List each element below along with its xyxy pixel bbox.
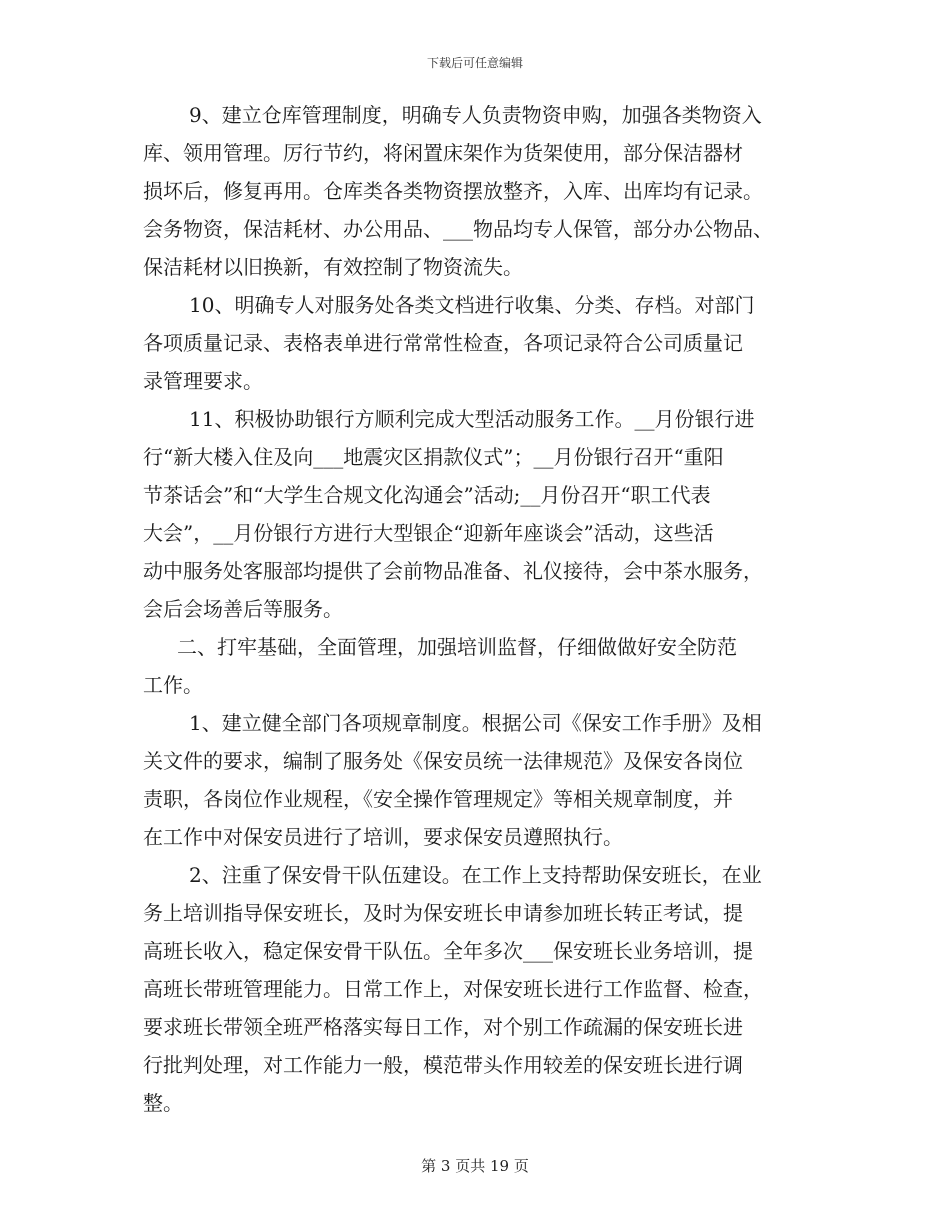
text-line: 务上培训指导保安班长，及时为保安班长申请参加班长转正考试，提 — [143, 901, 743, 925]
text-line: 1、建立健全部门各项规章制度。根据公司《保安工作手册》及相 — [189, 711, 762, 735]
text-line: 高班长收入，稳定保安骨干队伍。全年多次___保安班长业务培训，提 — [143, 939, 753, 963]
text-line: 损坏后，修复再用。仓库类各类物资摆放整齐，入库、出库均有记录。 — [143, 179, 763, 203]
text-line: 二、打牢基础，全面管理，加强培训监督，仔细做做好安全防范 — [177, 635, 737, 659]
text-line: 在工作中对保安员进行了培训，要求保安员遵照执行。 — [143, 825, 623, 849]
text-line: 9、建立仓库管理制度，明确专人负责物资申购，加强各类物资入 — [189, 103, 762, 127]
text-line: 责职，各岗位作业规程，《安全操作管理规定》等相关规章制度，并 — [143, 787, 733, 811]
text-line: 高班长带班管理能力。日常工作上，对保安班长进行工作监督、检查， — [143, 977, 763, 1001]
text-line: 11、积极协助银行方顺利完成大型活动服务工作。__月份银行进 — [189, 407, 755, 431]
text-line: 10、明确专人对服务处各类文档进行收集、分类、存档。对部门 — [189, 293, 755, 317]
text-line: 录管理要求。 — [143, 369, 263, 393]
text-line: 节茶话会”和“大学生合规文化沟通会”活动;__月份召开“职工代表 — [143, 483, 711, 507]
text-line: 工作。 — [143, 673, 203, 697]
text-line: 保洁耗材以旧换新，有效控制了物资流失。 — [143, 255, 523, 279]
text-line: 行批判处理，对工作能力一般，模范带头作用较差的保安班长进行调 — [143, 1053, 743, 1077]
text-line: 整。 — [143, 1091, 183, 1115]
text-line: 各项质量记录、表格表单进行常常性检查，各项记录符合公司质量记 — [143, 331, 743, 355]
text-line: 行“新大楼入住及向___地震灾区捐款仪式”；__月份银行召开“重阳 — [143, 445, 724, 469]
page-header: 下载后可任意编辑 — [426, 56, 523, 70]
text-line: 会后会场善后等服务。 — [143, 597, 343, 621]
text-line: 关文件的要求，编制了服务处《保安员统一法律规范》及保安各岗位 — [143, 749, 743, 773]
document-body — [143, 96, 813, 1122]
text-line: 要求班长带领全班严格落实每日工作，对个别工作疏漏的保安班长进 — [143, 1015, 743, 1039]
page-number: 第 3 页共 19 页 — [421, 1157, 529, 1175]
text-line: 会务物资，保洁耗材、办公用品、___物品均专人保管，部分办公物品、 — [143, 217, 773, 241]
text-line: 大会”，__月份银行方进行大型银企“迎新年座谈会”活动，这些活 — [143, 521, 714, 545]
text-line: 库、领用管理。厉行节约，将闲置床架作为货架使用，部分保洁器材 — [143, 141, 743, 165]
text-line: 动中服务处客服部均提供了会前物品准备、礼仪接待，会中茶水服务， — [143, 559, 763, 583]
text-line: 2、注重了保安骨干队伍建设。在工作上支持帮助保安班长，在业 — [189, 863, 762, 887]
